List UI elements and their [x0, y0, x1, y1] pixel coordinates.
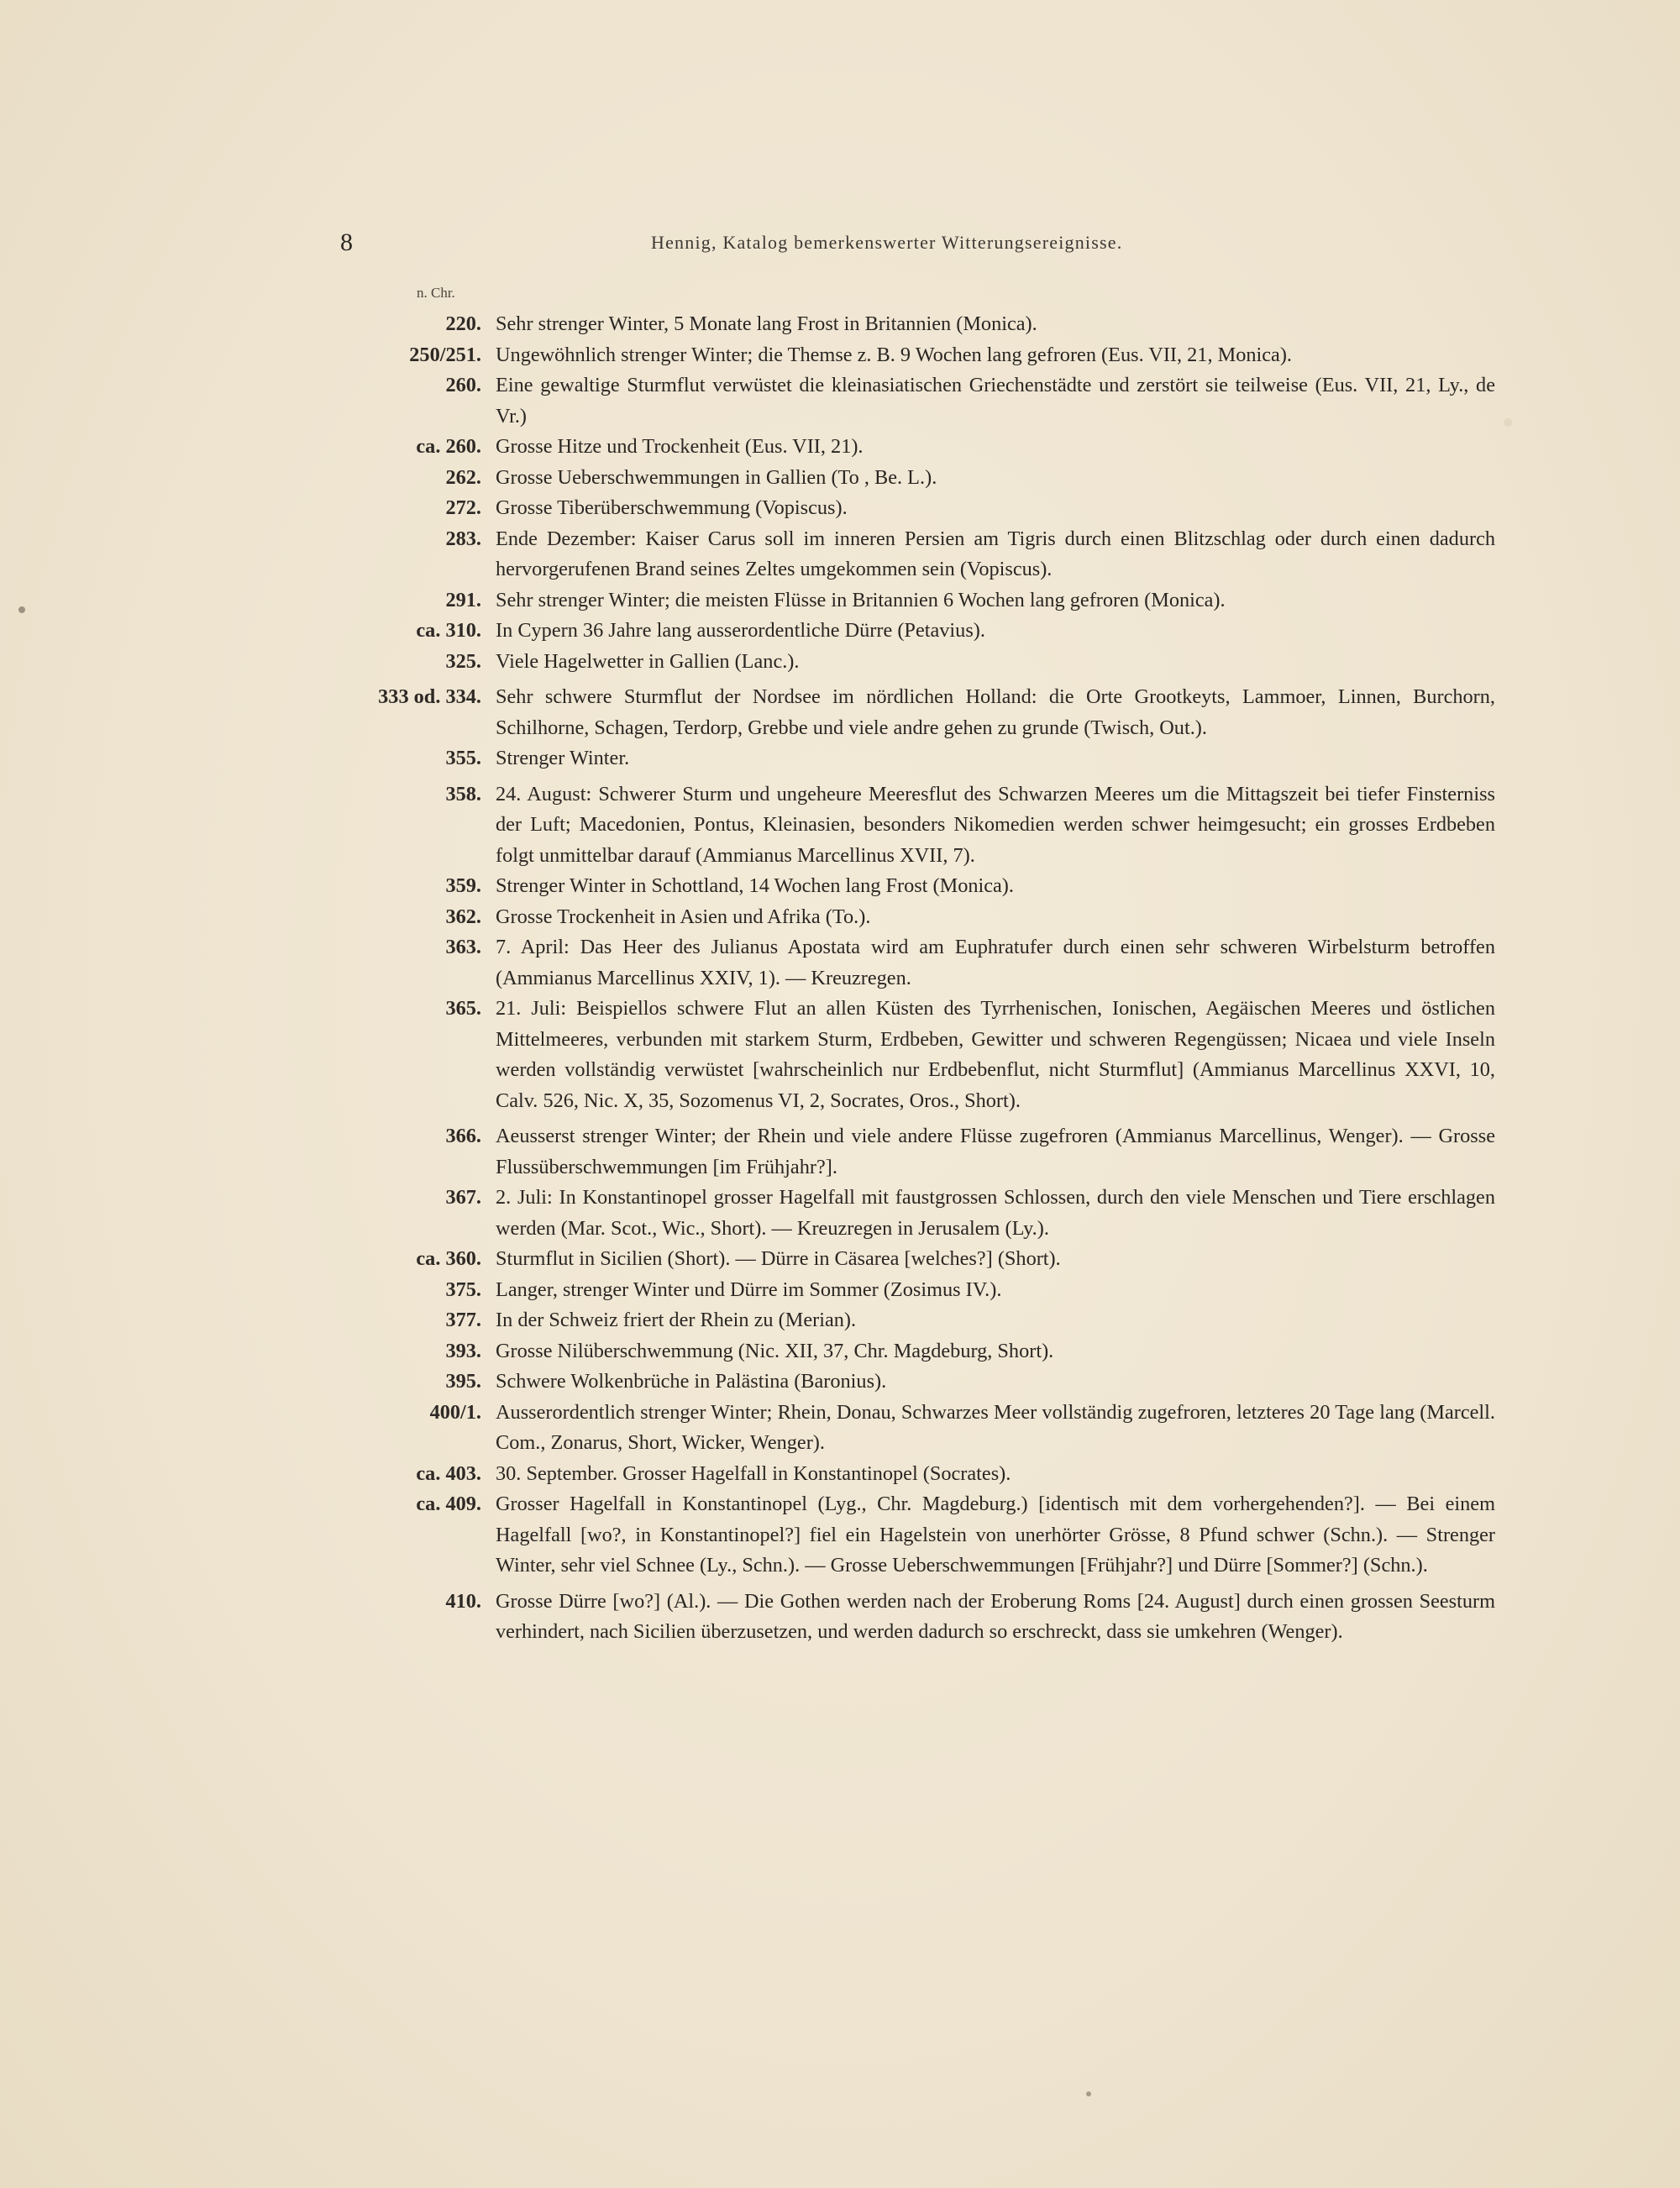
list-item [353, 340, 1495, 371]
entry-list [353, 309, 1495, 1648]
list-item [353, 779, 1495, 872]
entry-year: ca. 310. [416, 619, 481, 642]
entry-text: Langer, strenger Winter und Dürre im Sommer (Zosimus IV.). [496, 1278, 1002, 1301]
list-item [353, 994, 1495, 1116]
entry-text: Ende Dezember: Kaiser Carus soll im inneren Persien am Tigris durch einen Blitzschlag oder durch einen dadurch hervorgerufenen Brand seines Zeltes umgekommen sein (Vopiscus). [496, 527, 1495, 580]
entry-year: ca. 409. [416, 1493, 481, 1515]
list-item [353, 743, 1495, 774]
paper-stain [18, 606, 25, 613]
entry-year: 395. [445, 1370, 481, 1393]
entry-year: 359. [445, 874, 481, 897]
list-item [353, 585, 1495, 617]
entry-text: 30. September. Grosser Hagelfall in Konstantinopel (Socrates). [496, 1461, 1011, 1485]
page-header [340, 228, 1495, 262]
entry-year: 366. [445, 1125, 481, 1147]
entry-year: 367. [445, 1186, 481, 1209]
entry-text: 7. April: Das Heer des Julianus Apostata wird am Euphratufer durch einen sehr schweren Wirbelsturm betroffen (Ammianus Marcellinus XXIV, 1). — Kreuzregen. [496, 936, 1495, 989]
entry-text: Grosse Hitze und Trockenheit (Eus. VII, 21). [496, 435, 864, 458]
entry-year: 283. [445, 527, 481, 550]
list-item [353, 902, 1495, 933]
entry-year: 262. [445, 465, 481, 489]
entry-year: ca. 260. [416, 435, 481, 458]
entry-year: 410. [445, 1589, 481, 1613]
era-label: n. Chr. [417, 285, 455, 301]
page-number: 8 [340, 228, 353, 256]
entry-text: Sehr schwere Sturmflut der Nordsee im nördlichen Holland: die Orte Grootkeyts, Lammoer, Linnen, Burchorn, Schilhorne, Schagen, Terdorp, Grebbe und viele andre gehen zu grunde (Twisch, Out.). [496, 685, 1495, 739]
entry-year: 362. [445, 905, 481, 928]
list-item [353, 309, 1495, 340]
list-item [353, 1398, 1495, 1459]
entry-text: 24. August: Schwerer Sturm und ungeheure Meeresflut des Schwarzen Meeres um die Mittagszeit bei tiefer Finsterniss der Luft; Macedonien, Pontus, Kleinasien, besonders Nikomedien werden schwer heimgesucht; ein grosses Erdbeben folgt unmittelbar darauf (Ammianus Marcellinus XVII, 7). [496, 782, 1495, 867]
list-item [353, 871, 1495, 902]
entry-text: Sturmflut in Sicilien (Short). — Dürre in Cäsarea [welches?] (Short). [496, 1247, 1061, 1270]
entry-text: 21. Juli: Beispiellos schwere Flut an allen Küsten des Tyrrhenischen, Ionischen, Aegäischen Meeres und östlichen Mittelmeeres, verbunden mit starkem Sturm, Erdbeben, Gewitter und schweren Regengüssen; Nicaea und viele Inseln werden vollständig verwüstet [wahrscheinlich nur Erdbebenflut, nicht Sturmflut] (Ammianus Marcellinus XXVI, 10, Calv. 526, Nic. X, 35, Sozomenus VI, 2, Socrates, Oros., Short). [496, 997, 1495, 1112]
entry-year: 333 od. 334. [378, 685, 481, 708]
entry-year: 260. [445, 374, 481, 396]
entry-year: 358. [445, 782, 481, 805]
entry-text: Grosse Trockenheit in Asien und Afrika (To.). [496, 905, 871, 928]
list-item [353, 682, 1495, 743]
entry-year: 355. [445, 747, 481, 769]
list-item [353, 1183, 1495, 1244]
list-item [353, 1121, 1495, 1183]
entry-text: Aeusserst strenger Winter; der Rhein und viele andere Flüsse zugefroren (Ammianus Marcellinus, Wenger). — Grosse Flussüberschwemmungen [im Frühjahr?]. [496, 1125, 1495, 1178]
list-item [353, 370, 1495, 432]
list-item [353, 616, 1495, 647]
entry-year: 377. [445, 1309, 481, 1331]
entry-text: Eine gewaltige Sturmflut verwüstet die kleinasiatischen Griechenstädte und zerstört sie teilweise (Eus. VII, 21, Ly., de Vr.) [496, 374, 1495, 428]
running-title: Hennig, Katalog bemerkenswerter Witterungsereignisse. [651, 232, 1123, 253]
entry-text: In der Schweiz friert der Rhein zu (Merian). [496, 1309, 857, 1331]
list-item [353, 647, 1495, 678]
list-item [353, 1336, 1495, 1367]
list-item [353, 1459, 1495, 1490]
list-item [353, 1489, 1495, 1582]
entry-year: 400/1. [429, 1400, 481, 1424]
entry-text: Ungewöhnlich strenger Winter; die Themse z. B. 9 Wochen lang gefroren (Eus. VII, 21, Monica). [496, 343, 1292, 366]
entry-year: 272. [445, 496, 481, 519]
entry-text: Schwere Wolkenbrüche in Palästina (Baronius). [496, 1370, 887, 1393]
list-item [353, 932, 1495, 994]
paper-stain [1086, 2091, 1091, 2096]
list-item [353, 432, 1495, 463]
entry-year: 250/251. [409, 343, 481, 366]
list-item [353, 1244, 1495, 1275]
entry-text: In Cypern 36 Jahre lang ausserordentliche Dürre (Petavius). [496, 619, 985, 642]
entry-year: 393. [445, 1339, 481, 1362]
list-item [353, 493, 1495, 524]
list-item [353, 524, 1495, 585]
entry-text: 2. Juli: In Konstantinopel grosser Hagelfall mit faustgrossen Schlossen, durch den viele Menschen und Tiere erschlagen werden (Mar. Scot., Wic., Short). — Kreuzregen in Jerusalem (Ly.). [496, 1186, 1495, 1240]
list-item [353, 1305, 1495, 1336]
entry-year: ca. 360. [416, 1247, 481, 1270]
list-item [353, 463, 1495, 494]
list-item [353, 1275, 1495, 1306]
entry-text: Strenger Winter in Schottland, 14 Wochen lang Frost (Monica). [496, 874, 1014, 897]
list-item [353, 1367, 1495, 1398]
entry-year: 363. [445, 936, 481, 958]
entry-text: Grosser Hagelfall in Konstantinopel (Lyg., Chr. Magdeburg.) [identisch mit dem vorhergehenden?]. — Bei einem Hagelfall [wo?, in Konstantinopel?] fiel ein Hagelstein von unerhörter Grösse, 8 Pfund schwer (Schn.). — Strenger Winter, sehr viel Schnee (Ly., Schn.). — Grosse Ueberschwemmungen [Frühjahr?] und Dürre [Sommer?] (Schn.). [496, 1493, 1495, 1577]
entry-text: Strenger Winter. [496, 747, 630, 769]
list-item [353, 1587, 1495, 1648]
entry-year: 365. [445, 997, 481, 1020]
entry-year: 291. [445, 588, 481, 611]
entry-text: Viele Hagelwetter in Gallien (Lanc.). [496, 649, 800, 673]
entry-year: 220. [445, 312, 481, 335]
entry-year: 375. [445, 1278, 481, 1301]
entry-text: Grosse Tiberüberschwemmung (Vopiscus). [496, 496, 848, 519]
entry-text: Ausserordentlich strenger Winter; Rhein, Donau, Schwarzes Meer vollständig zugefroren, letzteres 20 Tage lang (Marcell. Com., Zonarus, Short, Wicker, Wenger). [496, 1400, 1495, 1454]
entry-text: Grosse Dürre [wo?] (Al.). — Die Gothen werden nach der Eroberung Roms [24. August] durch einen grossen Seesturm verhindert, nach Sicilien überzusetzen, und werden dadurch so erschreckt, dass sie umkehren (Wenger). [496, 1589, 1495, 1643]
entry-text: Sehr strenger Winter, 5 Monate lang Frost in Britannien (Monica). [496, 312, 1037, 335]
paper-stain [1504, 418, 1512, 427]
entry-text: Grosse Nilüberschwemmung (Nic. XII, 37, Chr. Magdeburg, Short). [496, 1339, 1054, 1362]
entry-year: 325. [445, 649, 481, 673]
entry-text: Sehr strenger Winter; die meisten Flüsse in Britannien 6 Wochen lang gefroren (Monica). [496, 588, 1226, 611]
entry-text: Grosse Ueberschwemmungen in Gallien (To , Be. L.). [496, 465, 937, 489]
entry-year: ca. 403. [416, 1461, 481, 1485]
